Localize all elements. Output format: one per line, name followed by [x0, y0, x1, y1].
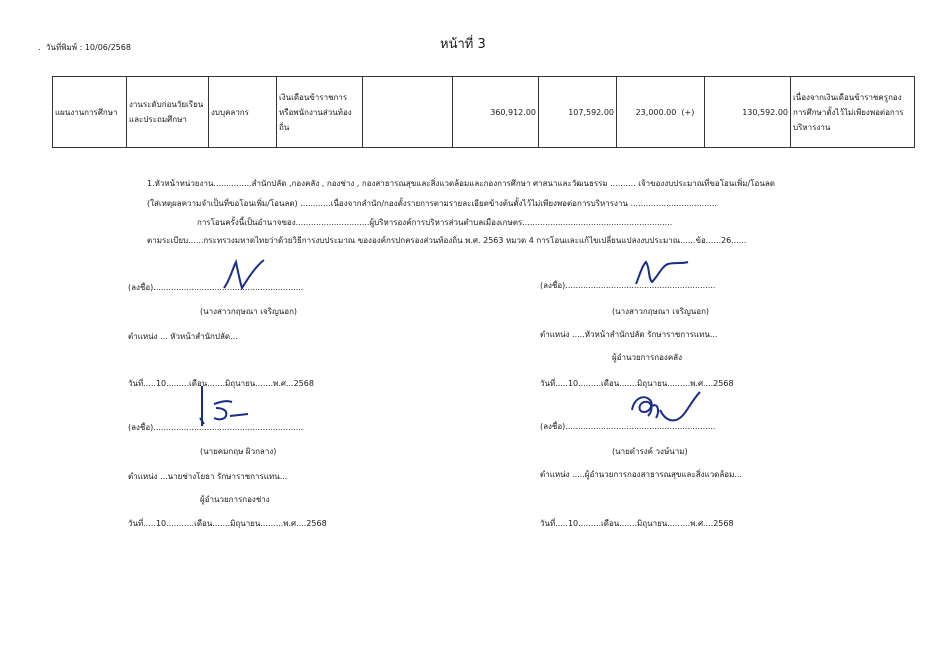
budget-transfer-table	[52, 76, 915, 148]
remaining-after-cell: 130,592.00	[705, 77, 791, 148]
signature-2-sign-line: (ลงชื่อ)...........................................................	[540, 281, 716, 290]
signature-2-date: วันที่.....10.........เดือน.......มิถุนายน.........พ.ศ....2568	[540, 379, 734, 388]
body-line-2: (ใส่เหตุผลความจำเป็นที่ขอโอนเพิ่ม/โอนลด) ............เนื่องจากสำนัก/กองตั้งรายการตามรายละเอียดข้างต้นตั้งไว้ไม่เพียงพอต่อการบริหารงาน ..................................	[147, 199, 717, 208]
transfer-amount-cell	[617, 77, 705, 148]
page-number: หน้าที่ 3	[440, 37, 486, 52]
body-line-4: ตามระเบียบ......กระทรวงมหาดไทยว่าด้วยวิธีการงบประมาณ ขององค์กรปกครองส่วนท้องถิ่น พ.ศ. 2563 หมวด 4 การโอนและแก้ไขเปลี่ยนแปลงงบประมาณ......ข้อ......26......	[147, 236, 747, 245]
original-budget-cell: 360,912.00	[453, 77, 539, 148]
blank-cell	[363, 77, 453, 148]
body-line-3: การโอนครั้งนี้เป็นอำนาจของ.............................ผู้บริหารองค์การบริหารส่วนตำบลเมืองเกษตร...........................................................	[197, 218, 673, 227]
print-date: วันที่พิมพ์ : 10/06/2568	[46, 43, 131, 52]
signature-2-name: (นางสาวกฤษณา เจริญนอก)	[612, 307, 710, 316]
signature-4-date: วันที่.....10.........เดือน.......มิถุนายน.........พ.ศ....2568	[540, 519, 734, 528]
category-cell: งบบุคลากร	[209, 77, 277, 148]
item-cell: เงินเดือนข้าราชการ หรือพนักงานส่วนท้องถิ่น	[277, 77, 363, 148]
signature-2-role: ผู้อำนวยการกองคลัง	[612, 353, 682, 362]
signature-3-date: วันที่.....10...........เดือน.......มิถุนายน.........พ.ศ....2568	[128, 519, 327, 528]
signature-1-position: ตำแหน่ง ... หัวหน้าสำนักปลัด...	[128, 332, 238, 341]
transfer-sign: (+)	[681, 107, 695, 117]
signature-4-name: (นายดำรงค์ วงษ์นาม)	[612, 447, 688, 456]
signature-1-name: (นางสาวกฤษณา เจริญนอก)	[200, 307, 298, 316]
signature-1-sign-line: (ลงชื่อ)...........................................................	[128, 283, 304, 292]
transfer-amount: 23,000.00	[635, 107, 677, 117]
remaining-before-cell: 107,592.00	[539, 77, 617, 148]
body-line-1: 1.หัวหน้าหน่วยงาน...............สำนักปลัด ,กองคลัง , กองช่าง , กองสาธารณสุขและสิ่งแวดล้อมและกองการศึกษา ศาสนาและวัฒนธรรม .......... เจ้าของงบประมาณที่ขอโอนเพิ่ม/โอนลด	[147, 179, 775, 188]
signature-3-role: ผู้อำนวยการกองช่าง	[200, 495, 270, 504]
signature-2-position: ตำแหน่ง .....หัวหน้าสำนักปลัด รักษาราชการแทน...	[540, 330, 718, 339]
work-cell: งานระดับก่อนวัยเรียนและประถมศึกษา	[127, 77, 209, 148]
signature-3-name: (นายคมกฤษ ผิวกลาง)	[200, 447, 277, 456]
bullet-mark: .	[38, 43, 41, 52]
reason-cell: เนื่องจากเงินเดือนข้าราชครูกองการศึกษาตั้งไว้ไม่เพียงพอต่อการบริหารงาน	[791, 77, 915, 148]
signature-4-sign-line: (ลงชื่อ)...........................................................	[540, 422, 716, 431]
signature-1-date: วันที่.....10.........เดือน.......มิถุนายน.......พ.ศ...2568	[128, 379, 314, 388]
signature-4-position: ตำแหน่ง .....ผู้อำนวยการกองสาธารณสุขและสิ่งแวดล้อม...	[540, 470, 742, 479]
signature-3-sign-line: (ลงชื่อ)...........................................................	[128, 423, 304, 432]
plan-cell: แผนงานการศึกษา	[53, 77, 127, 148]
signature-3-position: ตำแหน่ง ...นายช่างโยธา รักษาราชการแทน...	[128, 472, 288, 481]
table-row	[53, 77, 915, 148]
